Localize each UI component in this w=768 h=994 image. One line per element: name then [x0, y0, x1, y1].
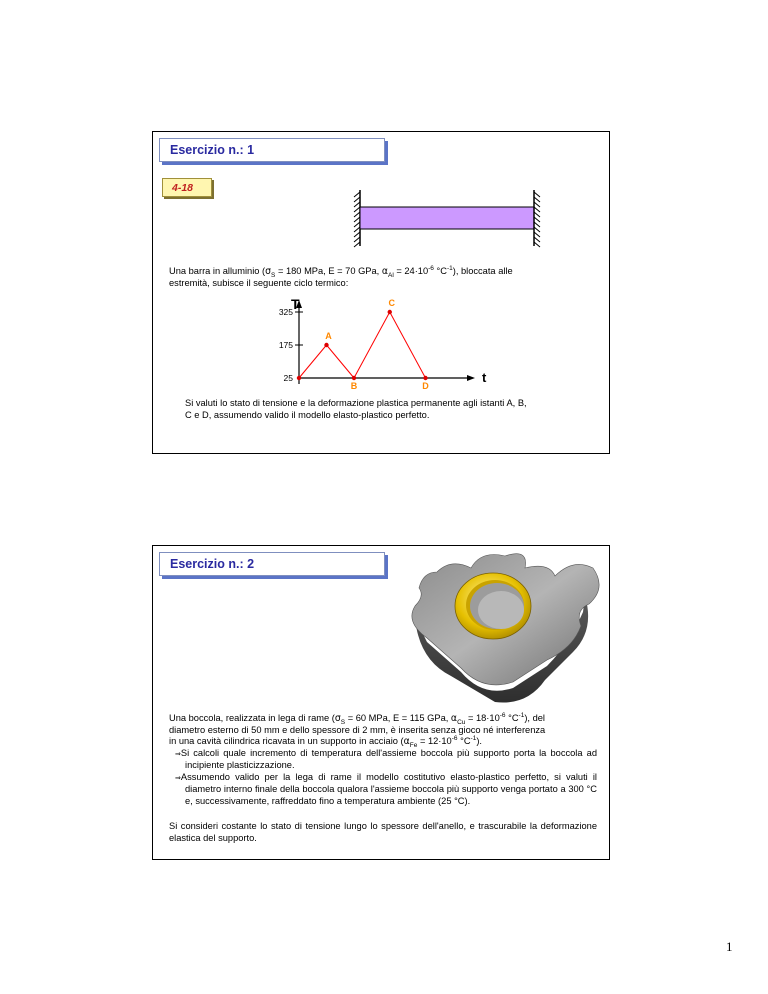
aluminium-bar — [360, 207, 534, 229]
left-wall-hatch — [354, 192, 360, 247]
statement-line-1 — [169, 266, 599, 278]
arrow-bullet-icon: ⇒ — [175, 773, 181, 782]
alpha-symbol: α — [403, 736, 410, 747]
bullet-1-text: Si calcoli quale incremento di temperatura dell'assieme boccola più supporto porta la boccola ad incipiente plasticizzazione. — [180, 747, 597, 770]
subscript: Fe — [409, 741, 418, 749]
subscript: Cu — [457, 718, 466, 726]
superscript: -1 — [518, 711, 525, 719]
text: °C — [505, 713, 519, 723]
text: in una cavità cilindrica ricavata in un supporto in acciaio ( — [169, 736, 404, 746]
exercise-1-title-box — [159, 138, 385, 162]
bullet-1 — [169, 748, 597, 772]
slide-exercise-2 — [152, 545, 610, 860]
statement-line-2: estremità, subisce il seguente ciclo termico: — [169, 277, 349, 288]
bullet-2-text: Assumendo valido per la lega di rame il modello costitutivo elasto-plastico perfetto, si valuti il diametro interno finale della boccola qualora l'assieme boccola più supporto venga portato a 300 °C e, successivamente, raffreddato fino a temperatura ambiente (25 °C). — [180, 771, 597, 806]
slide-exercise-1 — [152, 131, 610, 454]
exercise-2-closing: Si consideri costante lo stato di tensione lungo lo spessore dell'anello, e trascurabile la deformazione elastica del supporto. — [169, 821, 597, 843]
x-axis-label: t — [482, 370, 487, 385]
subscript: S — [271, 271, 276, 279]
y-tick-label: 25 — [283, 373, 293, 383]
statement-line-1 — [169, 713, 597, 725]
alpha-symbol: α — [450, 713, 458, 724]
question-line-2: C e D, assumendo valido il modello elasto-plastico perfetto. — [185, 409, 430, 420]
text: = 24·10 — [393, 266, 429, 276]
sigma-symbol: σ — [334, 713, 341, 724]
exercise-2-title: Esercizio n.: 2 — [170, 557, 255, 571]
text: = 12·10 — [417, 736, 452, 746]
bushing-in-support-illustration — [397, 548, 609, 706]
subscript: Al — [387, 271, 394, 279]
cycle-line-segment — [390, 312, 426, 378]
bullet-2 — [169, 772, 597, 808]
text: Una boccola, realizzata in lega di rame ( — [169, 713, 335, 723]
right-wall-hatch — [534, 192, 540, 247]
cycle-point-b — [352, 376, 356, 380]
exercise-2-title-box — [159, 552, 385, 576]
text: °C — [457, 736, 471, 746]
bushing-bore-shadow — [478, 591, 524, 629]
text: ), del — [524, 713, 545, 723]
exercise-1-title: Esercizio n.: 1 — [170, 143, 255, 157]
point-label-a: A — [325, 331, 332, 341]
text: = 60 MPa, E = 115 GPa, — [345, 713, 451, 723]
thermal-cycle-chart — [278, 296, 503, 394]
statement-line-3 — [169, 736, 597, 748]
page-number: 1 — [726, 939, 733, 954]
y-tick-label: 325 — [278, 307, 293, 317]
statement-line-2: diametro esterno di 50 mm e dello spessore di 2 mm, è inserita senza gioco né interferenza — [169, 724, 546, 735]
cycle-line-segment — [327, 345, 355, 378]
superscript: -6 — [451, 734, 458, 742]
exercise-1-statement — [169, 266, 599, 289]
subscript: S — [340, 718, 346, 726]
question-line-1: Si valuti lo stato di tensione e la deformazione plastica permanente agli istanti A, B, — [185, 398, 527, 408]
text: Una barra in alluminio ( — [169, 266, 266, 276]
cycle-point-c — [388, 310, 392, 314]
exercise-tag — [162, 178, 212, 197]
alpha-symbol: α — [381, 266, 388, 277]
clamped-bar-illustration — [348, 188, 548, 248]
superscript: -1 — [446, 264, 453, 272]
superscript: -6 — [428, 264, 434, 272]
text: = 18·10 — [465, 713, 500, 723]
text: ). — [476, 736, 482, 746]
exercise-1-question — [185, 398, 595, 421]
cycle-line-segment — [299, 345, 327, 378]
point-label-d: D — [422, 381, 429, 391]
cycle-point-d — [423, 376, 427, 380]
text: °C — [433, 266, 447, 276]
point-label-b: B — [350, 381, 358, 391]
arrow-bullet-icon: ⇒ — [175, 749, 181, 758]
superscript: -6 — [499, 711, 506, 719]
y-axis-label: T — [291, 296, 300, 312]
cycle-point-a — [324, 343, 328, 347]
cycle-line-segment — [354, 312, 390, 378]
point-label-c: C — [388, 298, 395, 308]
exercise-2-statement — [169, 713, 597, 807]
x-axis-arrow — [467, 375, 475, 381]
text: ), bloccata alle — [452, 266, 513, 276]
text: = 180 MPa, E = 70 GPa, — [275, 266, 382, 276]
superscript: -1 — [470, 734, 477, 742]
sigma-symbol: σ — [265, 266, 272, 277]
exercise-tag-label: 4-18 — [172, 182, 194, 194]
y-tick-label: 175 — [278, 340, 293, 350]
cycle-point-start — [297, 376, 301, 380]
